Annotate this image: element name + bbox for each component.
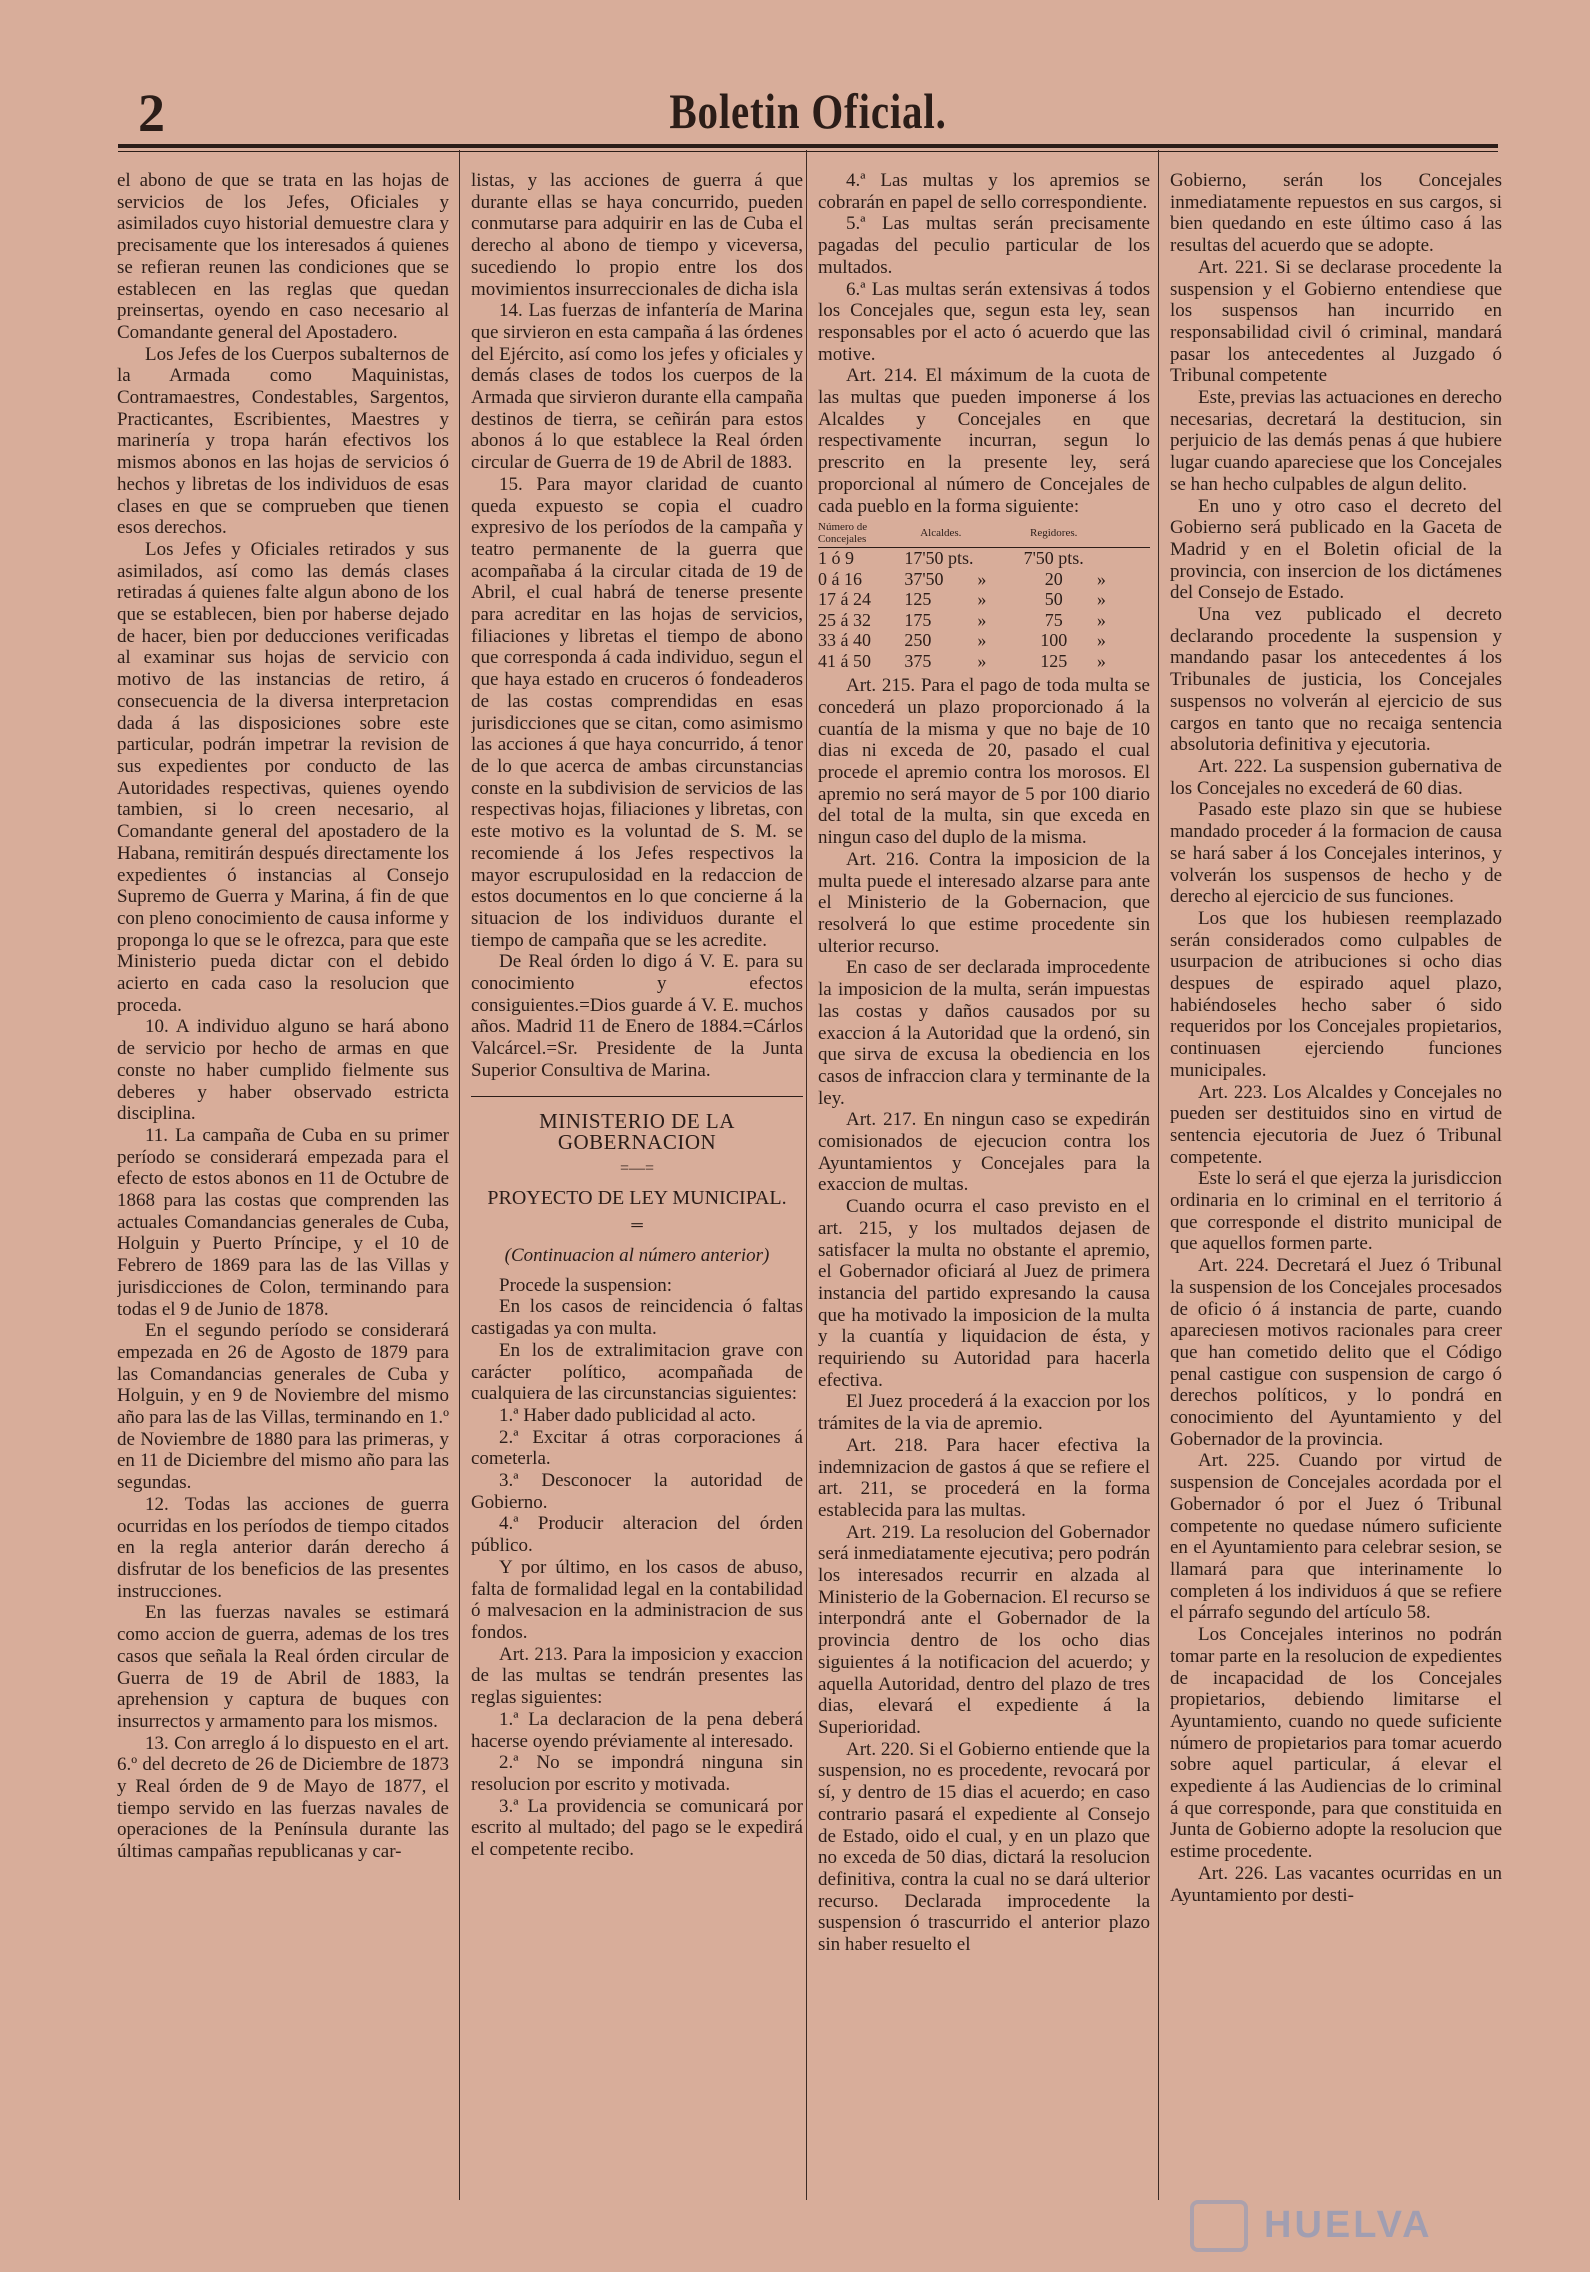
table-cell: 17'50 pts.	[904, 548, 974, 569]
column-2	[471, 170, 803, 2210]
paragraph: Art. 219. La resolucion del Gobernador será inmediatamente ejecutiva; pero podrán los interesados recurrir en alzada al Ministerio de la Gobernacion. El recurso se interpondrá ante el Gobernador de la provincia dentro de los ocho dias siguientes á la notificacion del acuerdo; y aquella Autoridad, dentro del plazo de tres dias, elevará el expediente á la Superioridad.	[818, 1521, 1150, 1738]
paragraph: 1.ª Haber dado publicidad al acto.	[499, 1404, 756, 1426]
paragraph: 6.ª Las multas serán extensivas á todos los Concejales que, segun esta ley, sean responsables por el acto ó acuerdo que las motive.	[818, 278, 1150, 365]
fines-header-alcaldes: Alcaldes.	[904, 519, 977, 548]
paragraph: El Juez procederá á la exaccion por los trámites de la via de apremio.	[818, 1391, 1150, 1435]
table-cell: 250	[904, 630, 932, 651]
paragraph: 10. A individuo alguno se hará abono de servicio por hecho de armas en que conste no haber cumplido fielmente sus deberes y haber observado estricta disciplina.	[117, 1016, 449, 1125]
column-divider	[1158, 150, 1159, 2200]
paragraph: Art. 214. El máximum de la cuota de las multas que pueden imponerse á los Alcaldes y Concejales en que respectivamente incurran, segun lo prescrito en la presente ley, será proporcional al número de Concejales de cada pueblo en la forma siguiente:	[818, 365, 1150, 517]
ornament-divider: =—=	[619, 1159, 655, 1177]
table-cell: »	[1096, 630, 1106, 651]
table-row	[818, 651, 1150, 672]
table-row	[818, 589, 1150, 610]
paragraph: Y por último, en los casos de abuso, falta de formalidad legal en la contabilidad ó malvesacion en la administracion de sus fondos.	[471, 1556, 803, 1643]
paragraph: 2.ª Excitar á otras corporaciones á cometerla.	[471, 1426, 803, 1470]
header-rule	[118, 144, 1498, 148]
paragraph: Art. 225. Cuando por virtud de suspension de Concejales acordada por el Gobernador ó por el Juez ó Tribunal competente no quedase número suficiente en el Ayuntamiento para celebrar sesion, se llamará para que interinamente lo completen á los individuos á que se refiere el párrafo segundo del artículo 58.	[1170, 1450, 1502, 1624]
paragraph: 15. Para mayor claridad de cuanto queda expuesto se copia el cuadro expresivo de los períodos de la campaña y teatro permanente de la guerra que acompañaba á la circular citada de 19 de Abril, el cual habrá de tenerse presente para acreditar en las hojas de servicios, filiaciones y libretas el tiempo de abono que corresponda á cada individuo, segun el que haya estado en cruceros ó fondeaderos de las costas comprendidas en esas jurisdicciones que se citan, como asimismo las acciones á que haya concurrido, á tenor de lo que acerca de ambas circunstancias conste en la subdivision de servicios de las respectivas hojas, filiaciones y libretas, con este motivo es la voluntad de S. M. se recomiende á los Jefes respectivos la mayor escrupulosidad en la redaccion de estos documentos en lo que concierne á la situacion de los individuos durante el tiempo de campaña que se les acredite.	[471, 473, 803, 951]
paragraph: 3.ª Desconocer la autoridad de Gobierno.	[471, 1470, 803, 1513]
page-number: 2	[138, 83, 165, 143]
paragraph: En uno y otro caso el decreto del Gobierno será publicado en la Gaceta de Madrid y en el Boletin oficial de la provincia, con insercion de los dictámenes del Consejo de Estado.	[1170, 495, 1502, 604]
paragraph: Art. 224. Decretará el Juez ó Tribunal la suspension de los Concejales procesados de oficio ó á instancia de parte, cuando apareciesen motivos racionales para creer que han cometido delito que el Código penal castigue con suspension de cargo ó derechos políticos, y lo pondrá en conocimiento del Ayuntamiento y del Gobernador de la provincia.	[1170, 1255, 1502, 1450]
section-rule	[471, 1096, 803, 1097]
paragraph: 5.ª Las multas serán precisamente pagadas del peculio particular de los multados.	[818, 213, 1150, 278]
table-cell: 125	[904, 589, 932, 610]
column-3	[818, 170, 1150, 2210]
paragraph: En los casos de reincidencia ó faltas castigadas ya con multa.	[471, 1296, 803, 1340]
table-cell: 41 á 50	[818, 650, 871, 671]
table-cell: 75	[1044, 609, 1063, 630]
paragraph: Art. 222. La suspension gubernativa de los Concejales no excederá de 60 dias.	[1170, 755, 1502, 799]
table-cell: »	[977, 589, 987, 610]
column-1	[117, 170, 449, 2210]
table-cell: 7'50 pts.	[1023, 548, 1084, 569]
table-cell: »	[977, 650, 987, 671]
table-row	[818, 630, 1150, 651]
paragraph: 11. La campaña de Cuba en su primer período se considerará empezada para el efecto de estos abonos en 11 de Octubre de 1868 para las costas que comprenden las actuales Comandancias generales de Cuba, Holguin y Puerto Príncipe, y el 10 de Febrero de 1869 para las de las Villas y jurisdicciones de Colon, terminando para todas el 9 de Junio de 1878.	[117, 1124, 449, 1320]
paragraph: 4.ª Las multas y los apremios se cobrarán en papel de sello correspondiente.	[818, 170, 1150, 213]
table-row	[818, 610, 1150, 631]
continuation-note: (Continuacion al número anterior)	[504, 1245, 770, 1267]
table-cell: »	[1096, 609, 1106, 630]
fines-header-blank	[1097, 519, 1150, 548]
table-cell: »	[1096, 650, 1106, 671]
table-cell: »	[1096, 589, 1106, 610]
table-cell: »	[1096, 568, 1106, 589]
page-header	[118, 76, 1498, 146]
paragraph: el abono de que se trata en las hojas de servicios de los Jefes, Oficiales y asimilados cuyo historial demuestre clara y precisamente que los interesados á quienes se refieran reunen las condiciones que se establecen en las reglas que quedan preinsertas, oyendo en caso necesario al Comandante general del Apostadero.	[117, 170, 449, 343]
paragraph: Art. 226. Las vacantes ocurridas en un Ayuntamiento por desti-	[1170, 1862, 1502, 1906]
paragraph: Los que los hubiesen reemplazado serán considerados como culpables de usurpacion de atribuciones si ocho dias despues de espirado aquel plazo, habiéndoseles hecho saber ó sido requeridos por los Concejales propietarios, continuasen ejerciendo funciones municipales.	[1170, 907, 1502, 1081]
table-cell: 375	[904, 650, 932, 671]
paragraph: En el segundo período se considerará empezada en 26 de Agosto de 1879 para las Comandancias generales de Cuba y Holguin, y en 9 de Noviembre del mismo año para las de las Villas, terminando en 1.º de Noviembre de 1880 para las primeras, y en 11 de Diciembre del mismo año para las segundas.	[117, 1320, 449, 1494]
paragraph: 14. Las fuerzas de infantería de Marina que sirvieron en esta campaña á las órdenes del Ejército, así como los jefes y oficiales y demás clases de todos los cuerpos de la Armada que sirvieron durante ella campaña destinos de tierra, se ceñirán para estos abonos á lo que establece la Real órden circular de Guerra de 19 de Abril de 1883.	[471, 300, 803, 474]
paragraph: 13. Con arreglo á lo dispuesto en el art. 6.º del decreto de 26 de Diciembre de 1873 y Real órden de 9 de Mayo de 1877, el tiempo servido en las fuerzas navales de operaciones de la Península durante las últimas campañas republicanas y car-	[117, 1732, 449, 1863]
table-cell: 25 á 32	[818, 609, 871, 630]
table-cell	[977, 548, 1010, 569]
paragraph: Art. 216. Contra la imposicion de la multa puede el interesado alzarse para ante el Ministerio de la Gobernacion, que resolverá lo que estime procedente sin ulterior recurso.	[818, 848, 1150, 957]
paragraph: Art. 221. Si se declarase procedente la suspension y el Gobierno entendiese que los suspensos han incurrido en responsabilidad civil ó criminal, mandará pasar los antecedentes al Juzgado ó Tribunal competente	[1170, 256, 1502, 387]
table-cell: 1 ó 9	[818, 548, 854, 569]
paragraph: Este, previas las actuaciones en derecho necesarias, decretará la destitucion, sin perjuicio de las demás penas á que hubiere lugar cuando apareciese que los Concejales se han hecho culpables de algun delito.	[1170, 387, 1502, 495]
paragraph: En los de extralimitacion grave con carácter político, acompañada de cualquiera de las circunstancias siguientes:	[471, 1339, 803, 1405]
table-cell: 125	[1040, 650, 1068, 671]
paragraph: Pasado este plazo sin que se hubiese mandado proceder á la formacion de causa se hará saber á los Concejales interinos, y volverán los suspensos de hecho y de derecho al ejercicio de sus funciones.	[1170, 799, 1502, 908]
library-watermark	[1190, 2200, 1490, 2254]
table-cell: 20	[1044, 568, 1063, 589]
paragraph: listas, y las acciones de guerra á que durante ellas se haya concurrido, pueden conmutarse para adquirir en las de Cuba el derecho al abono de tiempo y viceversa, sucediendo lo propio entre los dos movimientos insurreccionales de dicha isla	[471, 170, 803, 300]
paragraph: Art. 218. Para hacer efectiva la indemnizacion de gastos á que se refiere el art. 211, se procederá en la forma establecida para las multas.	[818, 1434, 1150, 1521]
paragraph: Art. 213. Para la imposicion y exaccion de las multas se tendrán presentes las reglas siguientes:	[471, 1643, 803, 1709]
ornament-rule: ═	[631, 1217, 643, 1235]
table-cell: 100	[1040, 630, 1068, 651]
watermark-text: HUELVA	[1264, 2204, 1433, 2246]
header-rule-thin	[118, 151, 1498, 152]
paragraph: Procede la suspension:	[499, 1274, 673, 1296]
fines-header-blank	[977, 519, 1010, 548]
paragraph: Art. 223. Los Alcaldes y Concejales no pueden ser destituidos sino en virtud de sentencia ejecutoria de Juez ó Tribunal competente.	[1170, 1081, 1502, 1168]
masthead-title: Boletin Oficial.	[669, 83, 947, 139]
table-row	[818, 569, 1150, 590]
table-cell	[1097, 548, 1150, 569]
table-row	[818, 548, 1150, 569]
paragraph: Art. 217. En ningun caso se expedirán comisionados de ejecucion contra los Ayuntamientos y Concejales para la exaccion de multas.	[818, 1109, 1150, 1196]
paragraph: Gobierno, serán los Concejales inmediatamente repuestos en sus cargos, si bien quedando en este último caso á las resultas del acuerdo que se adopte.	[1170, 170, 1502, 257]
paragraph: Los Jefes y Oficiales retirados y sus asimilados, así como las demás clases retiradas á quienes falte algun abono de los que se establecen, bien por haberse dejado de hacer, bien por deducciones verificadas al examinar sus hojas de servicio con motivo de las instancias de retiro, á consecuencia de la diversa interpretacion dada á las disposiciones sobre este particular, podrán impetrar la revision de sus expedientes por conducto de las Autoridades respectivas, quienes oyendo tambien, si lo creen necesario, al Comandante general del apostadero de la Habana, remitirán después directamente los expedientes ó instancias al Consejo Supremo de Guerra y Marina, á fin de que con pleno conocimiento de causa informe y proponga lo que se le ofrezca, para que este Ministerio pueda dictar con el debido acierto en cada caso la resolucion que proceda.	[117, 538, 449, 1016]
fines-header-regidores: Regidores.	[1011, 519, 1097, 548]
table-cell: »	[977, 609, 987, 630]
table-cell: 50	[1044, 589, 1063, 610]
fines-table-header	[818, 519, 1150, 548]
table-cell: 0 á 16	[818, 568, 862, 589]
table-cell: 37'50	[904, 568, 944, 589]
bill-heading: PROYECTO DE LEY MUNICIPAL.	[487, 1186, 787, 1209]
table-cell: 17 á 24	[818, 589, 871, 610]
paragraph: Los Concejales interinos no podrán tomar parte en la resolucion de expedientes de incapacidad de los Concejales propietarios, debiendo limitarse el Ayuntamiento, cuando no quede suficiente número de propietarios para tomar acuerdo sobre aquel particular, á elevar el expediente á las Audiencias de lo criminal á que corresponde, para que constituida en Junta de Gobierno adopte la resolucion que estime procedente.	[1170, 1624, 1502, 1863]
column-divider	[459, 150, 460, 2200]
paragraph: Cuando ocurra el caso previsto en el art. 215, y los multados dejasen de satisfacer la multa no obstante el apremio, el Gobernador oficiará al Juez de primera instancia del partido expresando la causa que ha motivado la imposicion de la multa y la cuantía y liquidacion de ésta, y requiriendo su Autoridad para hacerla efectiva.	[818, 1196, 1150, 1391]
ministry-heading: MINISTERIO DE LA GOBERNACION	[539, 1108, 735, 1155]
fines-header-concejales: Número de Concejales	[818, 519, 904, 548]
paragraph: 12. Todas las acciones de guerra ocurridas en los períodos de tiempo citados en la regla anterior darán derecho á disfrutar de los beneficios de las presentes instrucciones.	[117, 1493, 449, 1602]
paragraph: 1.ª La declaracion de la pena deberá hacerse oyendo préviamente al interesado.	[471, 1708, 803, 1752]
paragraph: Art. 220. Si el Gobierno entiende que la suspension, no es procedente, revocará por sí, y dentro de 15 dias el acuerdo; en caso contrario pasará el expediente al Consejo de Estado, oido el cual, y en un plazo que no exceda de 50 dias, dictará la resolucion definitiva, contra la cual no se dará ulterior recurso. Declarada improcedente la suspension ó trascurrido el anterior plazo sin haber resuelto el	[818, 1738, 1150, 1956]
column-divider	[806, 150, 807, 2200]
table-cell: 33 á 40	[818, 630, 871, 651]
paragraph: En las fuerzas navales se estimará como accion de guerra, ademas de los tres casos que señala la Real órden circular de Guerra de 19 de Abril de 1883, la aprehension y captura de buques con insurrectos y armamento para los mismos.	[117, 1602, 449, 1732]
paragraph: De Real órden lo digo á V. E. para su conocimiento y efectos consiguientes.=Dios guarde á V. E. muchos años. Madrid 11 de Enero de 1884.=Cárlos Valcárcel.=Sr. Presidente de la Junta Superior Consultiva de Marina.	[471, 951, 803, 1081]
column-4	[1170, 170, 1502, 2210]
paragraph: 2.ª No se impondrá ninguna sin resolucion por escrito y motivada.	[471, 1752, 803, 1795]
table-cell: 175	[904, 609, 932, 630]
paragraph: Los Jefes de los Cuerpos subalternos de la Armada como Maquinistas, Contramaestres, Condestables, Sargentos, Practicantes, Escribientes, Maestres y marinería y tropa harán efectivos los mismos abonos en las hojas de servicios ó hechos y libretas de los individuos de esas clases en que se comprueben que tienen esos derechos.	[117, 343, 449, 539]
paragraph: Una vez publicado el decreto declarando procedente la suspension y mandando pasar los antecedentes á los Tribunales de justicia, los Concejales suspensos no volverán al ejercicio de sus cargos en tanto que no recaiga sentencia absolutoria definitiva y ejecutoria.	[1170, 604, 1502, 756]
table-cell: »	[977, 568, 987, 589]
fines-table	[818, 519, 1150, 671]
paragraph: Art. 215. Para el pago de toda multa se concederá un plazo proporcionado á la cuantía de la misma y que no baje de 10 dias ni exceda de 20, pasado el cual procede el apremio contra los morosos. El apremio no será mayor de 5 por 100 diario del total de la multa, sin que exceda en ningun caso del duplo de la misma.	[818, 675, 1150, 849]
paragraph: 3.ª La providencia se comunicará por escrito al multado; del pago se le expedirá el competente recibo.	[471, 1795, 803, 1861]
table-cell: »	[977, 630, 987, 651]
paragraph: En caso de ser declarada improcedente la imposicion de la multa, serán impuestas las costas y daños causados por su exaccion á la Autoridad que la ordenó, sin que sirva de excusa la obediencia en los casos de infraccion clara y terminante de la ley.	[818, 957, 1150, 1109]
seal-icon	[1190, 2200, 1248, 2252]
paragraph: Este lo será el que ejerza la jurisdiccion ordinaria en lo criminal en el territorio á que corresponde el distrito municipal de que aquellos formen parte.	[1170, 1168, 1502, 1255]
paragraph: 4.ª Producir alteracion del órden público.	[471, 1513, 803, 1557]
